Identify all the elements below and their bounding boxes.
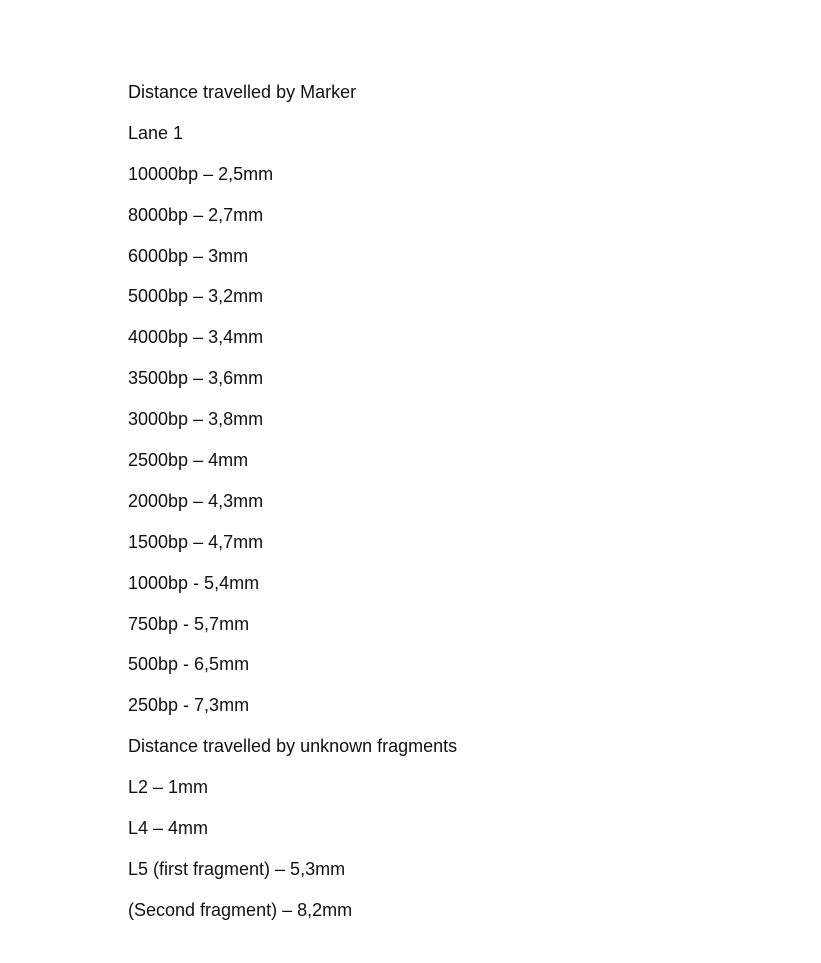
marker-heading: Distance travelled by Marker — [128, 82, 357, 102]
marker-entry: 750bp - 5,7mm — [128, 613, 250, 634]
marker-entry: 10000bp – 2,5mm — [128, 163, 274, 184]
lane-label: Lane 1 — [128, 122, 184, 143]
unknown-entry: L2 – 1mm — [128, 777, 209, 798]
marker-entry: 250bp - 7,3mm — [128, 695, 250, 716]
marker-entry: 3000bp – 3,8mm — [128, 409, 264, 430]
marker-entry: 4000bp – 3,4mm — [128, 327, 264, 348]
marker-entry: 500bp - 6,5mm — [128, 654, 250, 675]
marker-entry: 2500bp – 4mm — [128, 450, 249, 471]
marker-entry: 3500bp – 3,6mm — [128, 368, 264, 389]
marker-entry: 8000bp – 2,7mm — [128, 204, 264, 225]
marker-entry: 2000bp – 4,3mm — [128, 490, 264, 511]
marker-entry: 6000bp – 3mm — [128, 245, 249, 266]
marker-entry: 1500bp – 4,7mm — [128, 531, 264, 552]
unknown-heading: Distance travelled by unknown fragments — [128, 736, 458, 757]
document-body — [128, 80, 768, 939]
marker-entry: 5000bp – 3,2mm — [128, 286, 264, 307]
unknown-entry: L4 – 4mm — [128, 818, 209, 839]
unknown-entry: L5 (first fragment) – 5,3mm — [128, 858, 346, 879]
unknown-entry: (Second fragment) – 8,2mm — [128, 899, 353, 920]
marker-entry: 1000bp - 5,4mm — [128, 572, 260, 593]
